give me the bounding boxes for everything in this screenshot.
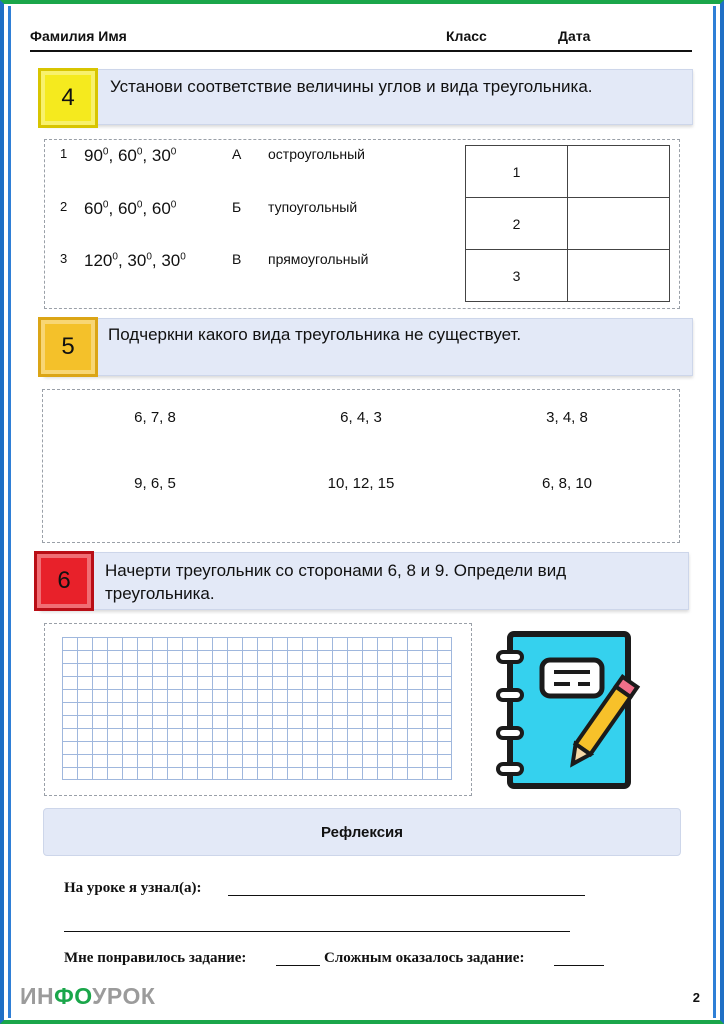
logo-part: ИН bbox=[20, 983, 55, 1009]
triangle-option[interactable]: 10, 12, 15 bbox=[327, 475, 395, 492]
reflection-banner bbox=[43, 808, 681, 856]
triangle-kind: прямоугольный bbox=[268, 251, 369, 267]
page-number: 2 bbox=[692, 990, 700, 1005]
answer-cell[interactable] bbox=[568, 250, 670, 302]
answer-cell[interactable] bbox=[568, 198, 670, 250]
triangle-kind: остроугольный bbox=[268, 146, 365, 162]
hard-blank[interactable] bbox=[554, 952, 604, 966]
learned-line-2[interactable] bbox=[64, 918, 570, 932]
logo-part: ФО bbox=[54, 983, 93, 1009]
row-index: 3 bbox=[60, 251, 68, 266]
answer-table bbox=[465, 145, 670, 302]
task-4-row bbox=[60, 199, 460, 225]
task-4-number: 4 bbox=[38, 68, 98, 128]
notebook-with-pencil-icon bbox=[490, 628, 660, 793]
option-letter: А bbox=[232, 146, 242, 162]
name-label: Фамилия Имя bbox=[30, 28, 127, 44]
triangle-kind: тупоугольный bbox=[268, 199, 358, 215]
liked-label: Мне понравилось задание: bbox=[64, 950, 247, 966]
class-label: Класс bbox=[446, 28, 487, 44]
triangle-option[interactable]: 6, 7, 8 bbox=[134, 409, 176, 426]
student-header bbox=[30, 28, 692, 52]
task-5-number: 5 bbox=[38, 317, 98, 377]
drawing-grid[interactable] bbox=[62, 637, 452, 780]
task-4-row bbox=[60, 251, 460, 277]
row-index: 2 bbox=[60, 199, 68, 214]
hard-label: Сложным оказалось задание: bbox=[324, 950, 525, 966]
triangle-option[interactable]: 6, 8, 10 bbox=[541, 475, 593, 492]
task-5-text: Подчеркни какого вида треугольника не существует. bbox=[108, 325, 522, 344]
learned-line-1[interactable] bbox=[228, 882, 585, 896]
option-letter: Б bbox=[232, 199, 242, 215]
row-index: 1 bbox=[60, 146, 68, 161]
angle-values: $120^0$, $30^0$, $30^0$ bbox=[84, 251, 186, 270]
triangle-option[interactable]: 6, 4, 3 bbox=[340, 409, 382, 426]
logo-part: УРОК bbox=[92, 983, 156, 1009]
task-6-number: 6 bbox=[34, 551, 94, 611]
reflection-title: Рефлексия bbox=[320, 823, 404, 841]
learned-label: На уроке я узнал(а): bbox=[64, 880, 202, 896]
task-6-text: Начерти треугольник со сторонами 6, 8 и 9. Определи вид треугольника. bbox=[105, 561, 567, 603]
date-label: Дата bbox=[558, 28, 591, 44]
answer-cell[interactable] bbox=[568, 146, 670, 198]
triangle-option[interactable]: 3, 4, 8 bbox=[546, 409, 588, 426]
liked-blank[interactable] bbox=[276, 952, 320, 966]
option-letter: В bbox=[232, 251, 242, 267]
triangle-option[interactable]: 9, 6, 5 bbox=[134, 475, 176, 492]
answer-index: 1 bbox=[466, 146, 568, 198]
task-4-row bbox=[60, 146, 460, 172]
angle-values: $90^0$, $60^0$, $30^0$ bbox=[84, 146, 177, 165]
task-4-text: Установи соответствие величины углов и вида треугольника. bbox=[110, 77, 593, 96]
answer-index: 3 bbox=[466, 250, 568, 302]
angle-values: $60^0$, $60^0$, $60^0$ bbox=[84, 199, 177, 218]
infourok-logo bbox=[20, 983, 155, 1010]
answer-index: 2 bbox=[466, 198, 568, 250]
